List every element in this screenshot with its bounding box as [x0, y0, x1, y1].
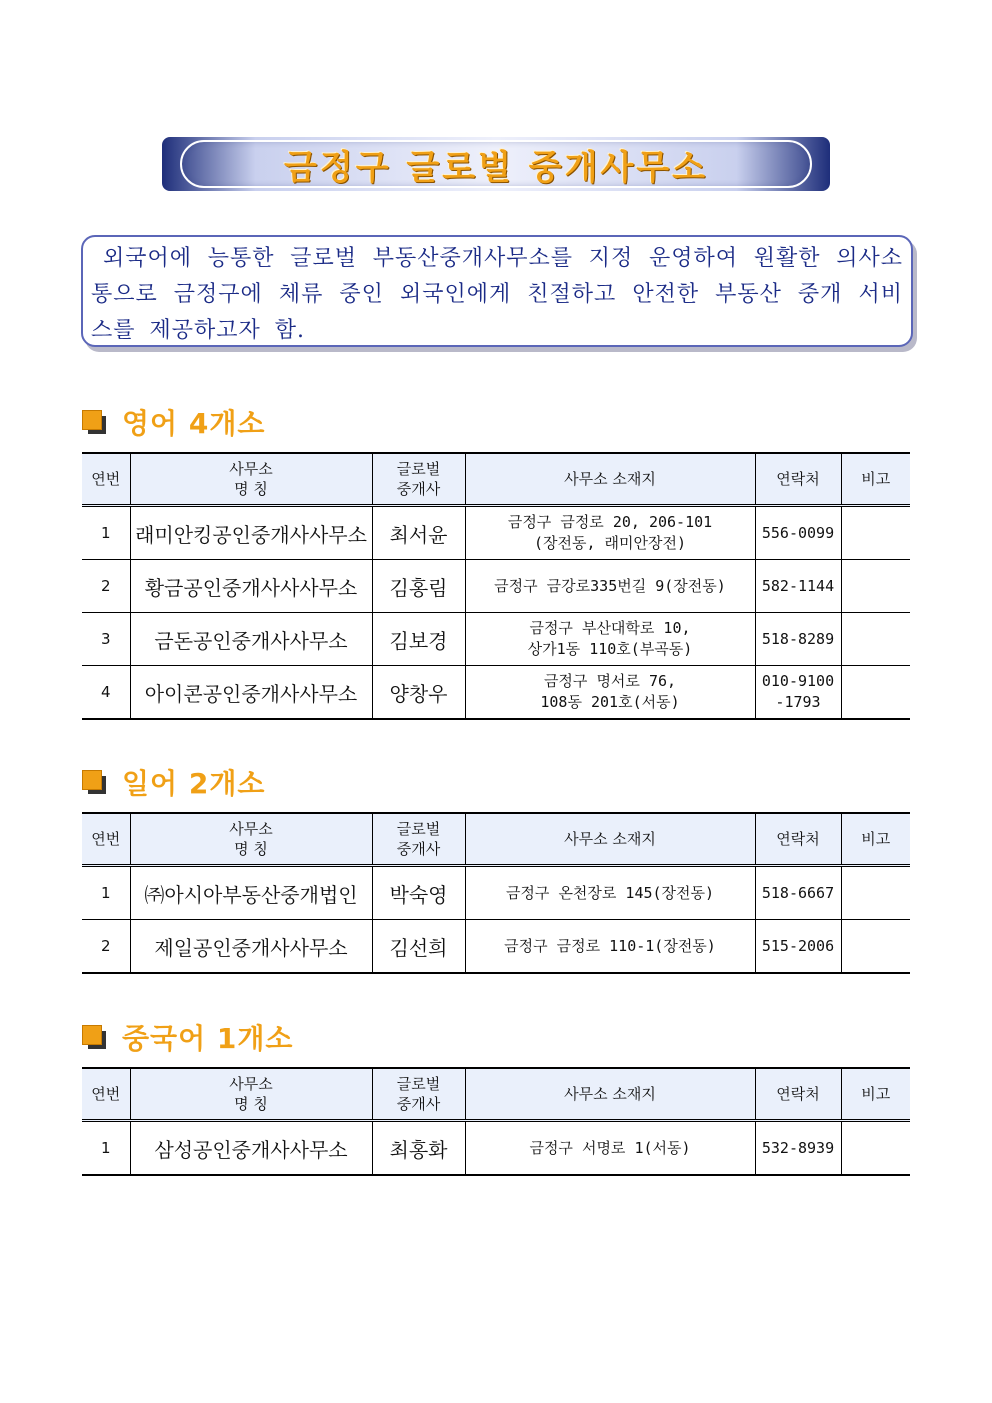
cell-office-name: 제일공인중개사사무소 [130, 920, 372, 974]
cell-address: 금정구 금정로 20, 206-101 (장전동, 래미안장전) [465, 506, 755, 560]
cell-address: 금정구 온천장로 145(장전동) [465, 866, 755, 920]
header-address: 사무소 소재지 [465, 813, 755, 866]
cell-phone: 582-1144 [755, 560, 841, 613]
cell-office-name: 삼성공인중개사사무소 [130, 1121, 372, 1176]
header-name: 사무소 명 칭 [130, 813, 372, 866]
cell-address: 금정구 금정로 110-1(장전동) [465, 920, 755, 974]
cell-note [841, 1121, 910, 1176]
table-header-row [82, 813, 910, 866]
cell-no: 3 [82, 613, 130, 666]
table-row [82, 1121, 910, 1176]
header-note: 비고 [841, 813, 910, 866]
cell-office-name: 금돈공인중개사사무소 [130, 613, 372, 666]
section-title: 일어 2개소 [122, 767, 266, 800]
table-row [82, 613, 910, 666]
header-note: 비고 [841, 1068, 910, 1121]
cell-address: 금정구 부산대학로 10, 상가1동 110호(부곡동) [465, 613, 755, 666]
square-bullet-icon [80, 408, 108, 436]
cell-phone: 010-9100 -1793 [755, 666, 841, 720]
cell-note [841, 920, 910, 974]
cell-note [841, 506, 910, 560]
cell-address: 금정구 서명로 1(서동) [465, 1121, 755, 1176]
header-phone: 연락처 [755, 453, 841, 506]
cell-agent: 최서윤 [372, 506, 465, 560]
cell-agent: 박숙영 [372, 866, 465, 920]
cell-note [841, 666, 910, 720]
header-no: 연번 [82, 813, 130, 866]
header-name: 사무소 명 칭 [130, 1068, 372, 1121]
cell-note [841, 613, 910, 666]
cell-address: 금정구 금강로335번길 9(장전동) [465, 560, 755, 613]
agents-table-japanese [82, 812, 910, 974]
agents-table-english [82, 452, 910, 720]
header-no: 연번 [82, 453, 130, 506]
header-phone: 연락처 [755, 1068, 841, 1121]
header-agent: 글로벌 중개사 [372, 453, 465, 506]
header-no: 연번 [82, 1068, 130, 1121]
title-banner-inner [180, 140, 812, 188]
cell-no: 2 [82, 560, 130, 613]
section-heading-chinese [80, 1017, 293, 1057]
header-agent: 글로벌 중개사 [372, 813, 465, 866]
cell-phone: 518-6667 [755, 866, 841, 920]
intro-text: 외국어에 능통한 글로벌 부동산중개사무소를 지정 운영하여 원활한 의사소통으로 금정구에 체류 중인 외국인에게 친절하고 안전한 부동산 중개 서비스를 제공하고자 함. [91, 246, 903, 343]
table-header-row [82, 453, 910, 506]
cell-no: 4 [82, 666, 130, 720]
cell-phone: 556-0099 [755, 506, 841, 560]
cell-agent: 김홍림 [372, 560, 465, 613]
header-name: 사무소 명 칭 [130, 453, 372, 506]
square-bullet-icon [80, 768, 108, 796]
table-row [82, 920, 910, 974]
cell-note [841, 866, 910, 920]
header-address: 사무소 소재지 [465, 1068, 755, 1121]
section-title: 영어 4개소 [122, 407, 266, 440]
cell-no: 2 [82, 920, 130, 974]
cell-office-name: 아이콘공인중개사사무소 [130, 666, 372, 720]
page-title: 금정구 글로벌 중개사무소 [284, 147, 708, 188]
cell-office-name: 래미안킹공인중개사사무소 [130, 506, 372, 560]
title-banner [162, 137, 830, 191]
cell-address: 금정구 명서로 76, 108동 201호(서동) [465, 666, 755, 720]
agents-table-chinese [82, 1067, 910, 1176]
intro-box [81, 235, 913, 347]
cell-agent: 최홍화 [372, 1121, 465, 1176]
cell-agent: 김선희 [372, 920, 465, 974]
table-row [82, 560, 910, 613]
table-header-row [82, 1068, 910, 1121]
cell-phone: 518-8289 [755, 613, 841, 666]
cell-no: 1 [82, 1121, 130, 1176]
cell-no: 1 [82, 506, 130, 560]
section-heading-english [80, 402, 265, 442]
cell-phone: 532-8939 [755, 1121, 841, 1176]
cell-no: 1 [82, 866, 130, 920]
header-address: 사무소 소재지 [465, 453, 755, 506]
header-note: 비고 [841, 453, 910, 506]
header-phone: 연락처 [755, 813, 841, 866]
section-heading-japanese [80, 762, 265, 802]
cell-office-name: 황금공인중개사사사무소 [130, 560, 372, 613]
square-bullet-icon [80, 1023, 108, 1051]
table-row [82, 666, 910, 720]
cell-phone: 515-2006 [755, 920, 841, 974]
section-title: 중국어 1개소 [122, 1022, 294, 1055]
header-agent: 글로벌 중개사 [372, 1068, 465, 1121]
cell-note [841, 560, 910, 613]
cell-office-name: ㈜아시아부동산중개법인 [130, 866, 372, 920]
cell-agent: 김보경 [372, 613, 465, 666]
table-row [82, 866, 910, 920]
table-row [82, 506, 910, 560]
cell-agent: 양창우 [372, 666, 465, 720]
